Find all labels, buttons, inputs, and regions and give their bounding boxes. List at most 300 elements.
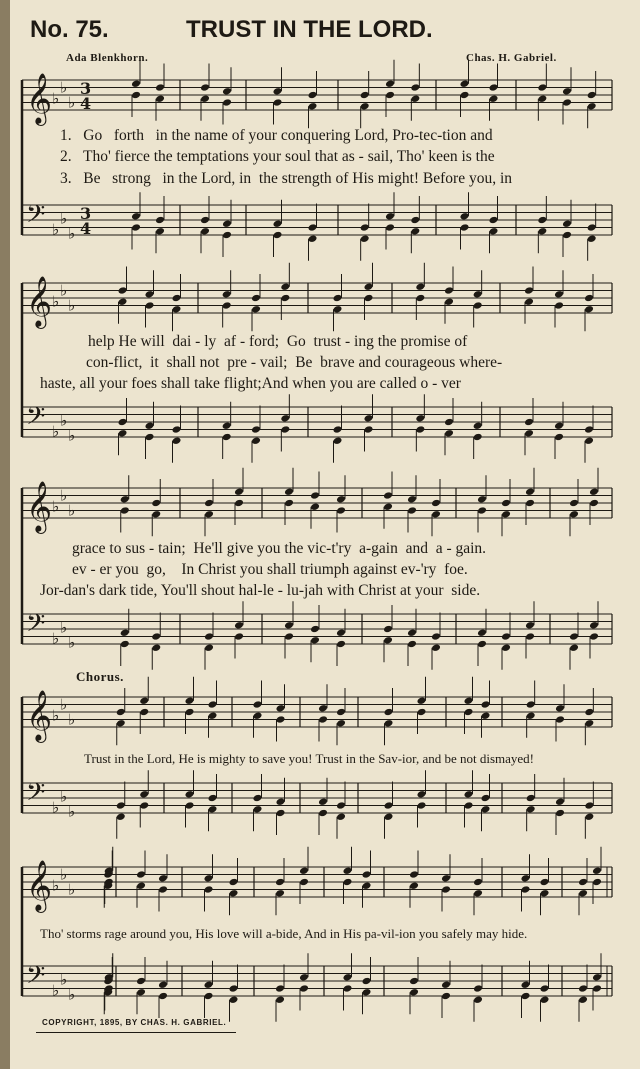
- note-head: [460, 223, 470, 232]
- note-head: [473, 984, 483, 993]
- note-head: [310, 502, 320, 511]
- flat-icon: ♭: [68, 501, 76, 520]
- flat-icon: ♭: [68, 93, 76, 112]
- note-head: [584, 436, 594, 445]
- note-head: [444, 429, 454, 438]
- note-head: [343, 866, 353, 875]
- flat-icon: ♭: [60, 78, 68, 97]
- note-head: [555, 809, 565, 818]
- note-head: [592, 878, 602, 887]
- note-head: [299, 866, 309, 875]
- note-head: [139, 801, 149, 810]
- copyright-notice: COPYRIGHT, 1895, BY CHAS. H. GABRIEL.: [42, 1018, 227, 1027]
- flat-icon: ♭: [68, 802, 76, 821]
- note-head: [136, 870, 146, 879]
- note-head: [464, 708, 474, 717]
- note-head: [569, 643, 579, 652]
- note-head: [275, 984, 285, 993]
- note-head: [501, 510, 511, 519]
- note-head: [410, 216, 420, 225]
- note-head: [489, 83, 499, 92]
- note-head: [473, 889, 483, 898]
- note-head: [584, 294, 594, 303]
- note-head: [473, 421, 483, 430]
- treble-clef-icon: 𝄞: [26, 481, 53, 532]
- note-head: [155, 83, 165, 92]
- flat-icon: ♭: [52, 497, 60, 516]
- note-head: [431, 499, 441, 508]
- note-head: [501, 632, 511, 641]
- flat-icon: ♭: [52, 292, 60, 311]
- note-head: [273, 219, 283, 228]
- bass-clef-icon: 𝄢: [26, 402, 46, 437]
- note-head: [273, 231, 283, 240]
- note-head: [222, 290, 232, 299]
- note-head: [444, 297, 454, 306]
- flat-icon: ♭: [68, 224, 76, 243]
- note-head: [417, 708, 427, 717]
- note-head: [409, 881, 419, 890]
- note-head: [280, 414, 290, 423]
- note-head: [336, 719, 346, 728]
- note-head: [251, 436, 261, 445]
- note-head: [554, 290, 564, 299]
- note-head: [222, 433, 232, 442]
- note-head: [360, 223, 370, 232]
- treble-clef-icon: 𝄞: [26, 73, 53, 124]
- flat-icon: ♭: [52, 981, 60, 1000]
- note-head: [587, 102, 597, 111]
- note-head: [185, 801, 195, 810]
- note-head: [501, 499, 511, 508]
- note-head: [318, 704, 328, 713]
- note-head: [275, 889, 285, 898]
- note-head: [158, 980, 168, 989]
- note-head: [151, 499, 161, 508]
- note-head: [362, 988, 372, 997]
- note-head: [589, 487, 599, 496]
- note-head: [343, 973, 353, 982]
- note-head: [383, 625, 393, 634]
- note-head: [584, 801, 594, 810]
- note-head: [464, 790, 474, 799]
- verse-1-line: 1. Go forth in the name of your conquering Lord, Pro-tec-tion and: [60, 127, 493, 144]
- time-signature: 3: [80, 204, 92, 223]
- note-head: [364, 414, 374, 423]
- flat-icon: ♭: [60, 787, 68, 806]
- note-head: [229, 995, 239, 1004]
- note-head: [562, 98, 572, 107]
- note-head: [460, 91, 470, 100]
- verse-2-line: ev - er you go, In Christ you shall triumph against ev-'ry foe.: [72, 561, 468, 578]
- note-head: [364, 282, 374, 291]
- note-head: [364, 294, 374, 303]
- note-head: [276, 715, 286, 724]
- note-head: [336, 628, 346, 637]
- time-signature: 4: [80, 219, 92, 238]
- note-head: [151, 643, 161, 652]
- note-head: [385, 79, 395, 88]
- note-head: [204, 499, 214, 508]
- note-head: [431, 510, 441, 519]
- flat-icon: ♭: [68, 985, 76, 1004]
- note-head: [284, 487, 294, 496]
- note-head: [460, 212, 470, 221]
- note-head: [333, 436, 343, 445]
- note-head: [407, 506, 417, 515]
- note-head: [131, 91, 141, 100]
- flat-icon: ♭: [68, 880, 76, 899]
- note-head: [275, 878, 285, 887]
- note-head: [229, 878, 239, 887]
- note-head: [554, 433, 564, 442]
- note-head: [118, 297, 128, 306]
- note-head: [185, 790, 195, 799]
- note-head: [526, 700, 536, 709]
- note-head: [280, 294, 290, 303]
- note-head: [360, 91, 370, 100]
- note-head: [280, 282, 290, 291]
- note-head: [234, 499, 244, 508]
- note-head: [136, 881, 146, 890]
- note-head: [145, 301, 155, 310]
- note-head: [473, 995, 483, 1004]
- note-head: [131, 79, 141, 88]
- note-head: [441, 874, 451, 883]
- note-head: [525, 632, 535, 641]
- note-head: [578, 889, 588, 898]
- note-head: [569, 632, 579, 641]
- note-head: [409, 988, 419, 997]
- note-head: [415, 282, 425, 291]
- note-head: [308, 223, 318, 232]
- note-head: [131, 223, 141, 232]
- note-head: [208, 794, 218, 803]
- note-head: [284, 632, 294, 641]
- note-head: [385, 212, 395, 221]
- note-head: [477, 640, 487, 649]
- note-head: [385, 91, 395, 100]
- note-head: [589, 621, 599, 630]
- note-head: [554, 421, 564, 430]
- note-head: [562, 87, 572, 96]
- note-head: [525, 499, 535, 508]
- note-head: [310, 625, 320, 634]
- note-head: [385, 223, 395, 232]
- bass-clef-icon: 𝄢: [26, 609, 46, 644]
- note-head: [336, 506, 346, 515]
- flat-icon: ♭: [60, 281, 68, 300]
- note-head: [521, 885, 531, 894]
- chorus-lyric-line: Tho' storms rage around you, His love will a-bide, And in His pa-vil-ion you safely may hide.: [40, 926, 528, 941]
- chorus-label: Chorus.: [76, 669, 124, 684]
- note-head: [540, 995, 550, 1004]
- note-head: [318, 809, 328, 818]
- note-head: [222, 219, 232, 228]
- treble-clef-icon: 𝄞: [26, 690, 53, 741]
- note-head: [417, 696, 427, 705]
- note-head: [540, 878, 550, 887]
- note-head: [360, 234, 370, 243]
- verse-1-line: help He will dai - ly af - ford; Go trust - ing the promise of: [88, 333, 468, 350]
- note-head: [360, 102, 370, 111]
- note-head: [410, 83, 420, 92]
- note-head: [537, 227, 547, 236]
- note-head: [299, 984, 309, 993]
- verse-3-line: 3. Be strong in the Lord, in the strength of His might! Before you, in: [60, 170, 513, 187]
- time-signature: 3: [80, 79, 92, 98]
- note-head: [120, 628, 130, 637]
- note-head: [234, 487, 244, 496]
- flat-icon: ♭: [60, 618, 68, 637]
- note-head: [481, 711, 491, 720]
- note-head: [151, 632, 161, 641]
- note-head: [158, 885, 168, 894]
- note-head: [308, 102, 318, 111]
- note-head: [185, 696, 195, 705]
- note-head: [481, 794, 491, 803]
- note-head: [253, 794, 263, 803]
- composer-credit: Chas. H. Gabriel.: [466, 52, 557, 64]
- note-head: [587, 91, 597, 100]
- note-head: [155, 216, 165, 225]
- note-head: [308, 91, 318, 100]
- note-head: [276, 797, 286, 806]
- note-head: [308, 234, 318, 243]
- verse-3-line: Jor-dan's dark tide, You'll shout hal-le - lu-jah with Christ at your side.: [40, 582, 481, 599]
- note-head: [592, 866, 602, 875]
- note-head: [464, 696, 474, 705]
- time-signature: 4: [80, 94, 92, 113]
- note-head: [222, 87, 232, 96]
- note-head: [464, 801, 474, 810]
- note-head: [362, 870, 372, 879]
- note-head: [310, 491, 320, 500]
- note-head: [540, 889, 550, 898]
- note-head: [415, 425, 425, 434]
- note-head: [364, 425, 374, 434]
- note-head: [473, 433, 483, 442]
- lyricist-credit: Ada Blenkhorn.: [66, 52, 149, 64]
- note-head: [336, 801, 346, 810]
- note-head: [477, 628, 487, 637]
- note-head: [336, 640, 346, 649]
- note-head: [524, 297, 534, 306]
- note-head: [521, 874, 531, 883]
- note-head: [253, 805, 263, 814]
- note-head: [222, 231, 232, 240]
- flat-icon: ♭: [52, 706, 60, 725]
- note-head: [410, 94, 420, 103]
- note-head: [333, 294, 343, 303]
- note-head: [145, 433, 155, 442]
- note-head: [131, 212, 141, 221]
- note-head: [477, 495, 487, 504]
- note-head: [343, 984, 353, 993]
- flat-icon: ♭: [60, 486, 68, 505]
- note-head: [275, 995, 285, 1004]
- note-head: [562, 219, 572, 228]
- note-head: [251, 294, 261, 303]
- flat-icon: ♭: [68, 710, 76, 729]
- hymn-number: No. 75.: [30, 16, 109, 43]
- footer-rule: [36, 1032, 236, 1033]
- note-head: [343, 878, 353, 887]
- note-head: [204, 510, 214, 519]
- note-head: [584, 425, 594, 434]
- note-head: [172, 425, 182, 434]
- note-head: [172, 436, 182, 445]
- bass-clef-icon: 𝄢: [26, 961, 46, 996]
- note-head: [417, 790, 427, 799]
- note-head: [299, 973, 309, 982]
- note-head: [136, 977, 146, 986]
- flat-icon: ♭: [52, 798, 60, 817]
- note-head: [120, 495, 130, 504]
- note-head: [145, 421, 155, 430]
- note-head: [431, 643, 441, 652]
- note-head: [525, 621, 535, 630]
- note-head: [525, 487, 535, 496]
- note-head: [521, 992, 531, 1001]
- flat-icon: ♭: [68, 426, 76, 445]
- note-head: [151, 510, 161, 519]
- note-head: [537, 83, 547, 92]
- note-head: [185, 708, 195, 717]
- note-head: [155, 94, 165, 103]
- note-head: [120, 506, 130, 515]
- note-head: [569, 499, 579, 508]
- note-head: [410, 227, 420, 236]
- note-head: [172, 305, 182, 314]
- treble-clef-icon: 𝄞: [26, 860, 53, 911]
- note-head: [276, 809, 286, 818]
- flat-icon: ♭: [52, 629, 60, 648]
- verse-2-line: 2. Tho' fierce the temptations your soul that as - sail, Tho' keen is the: [60, 148, 495, 165]
- note-head: [537, 94, 547, 103]
- note-head: [204, 885, 214, 894]
- note-head: [501, 643, 511, 652]
- note-head: [200, 216, 210, 225]
- note-head: [409, 977, 419, 986]
- note-head: [284, 499, 294, 508]
- note-head: [120, 640, 130, 649]
- note-head: [234, 621, 244, 630]
- note-head: [417, 801, 427, 810]
- note-head: [200, 83, 210, 92]
- note-head: [460, 79, 470, 88]
- note-head: [222, 421, 232, 430]
- note-head: [383, 502, 393, 511]
- note-head: [584, 708, 594, 717]
- note-head: [537, 216, 547, 225]
- note-head: [299, 878, 309, 887]
- note-head: [234, 632, 244, 641]
- note-head: [431, 632, 441, 641]
- note-head: [139, 696, 149, 705]
- note-head: [578, 878, 588, 887]
- note-head: [204, 632, 214, 641]
- note-head: [407, 628, 417, 637]
- note-head: [584, 305, 594, 314]
- note-head: [158, 874, 168, 883]
- note-head: [384, 719, 394, 728]
- note-head: [362, 977, 372, 986]
- note-head: [273, 87, 283, 96]
- note-head: [489, 216, 499, 225]
- note-head: [473, 878, 483, 887]
- note-head: [578, 984, 588, 993]
- note-head: [229, 889, 239, 898]
- note-head: [172, 294, 182, 303]
- note-head: [526, 794, 536, 803]
- note-head: [336, 495, 346, 504]
- note-head: [204, 980, 214, 989]
- note-head: [336, 812, 346, 821]
- note-head: [276, 704, 286, 713]
- note-head: [229, 984, 239, 993]
- note-head: [441, 992, 451, 1001]
- note-head: [200, 94, 210, 103]
- note-head: [415, 294, 425, 303]
- flat-icon: ♭: [68, 296, 76, 315]
- note-head: [562, 231, 572, 240]
- note-head: [333, 305, 343, 314]
- chorus-lyric-line: Trust in the Lord, He is mighty to save you! Trust in the Sav-ior, and be not dismayed!: [84, 751, 534, 766]
- note-head: [441, 885, 451, 894]
- note-head: [208, 805, 218, 814]
- note-head: [208, 711, 218, 720]
- note-head: [415, 414, 425, 423]
- flat-icon: ♭: [60, 209, 68, 228]
- flat-icon: ♭: [52, 876, 60, 895]
- note-head: [139, 790, 149, 799]
- bass-clef-icon: 𝄢: [26, 200, 46, 235]
- note-head: [139, 708, 149, 717]
- note-head: [155, 227, 165, 236]
- note-head: [569, 510, 579, 519]
- treble-clef-icon: 𝄞: [26, 276, 53, 327]
- note-head: [253, 700, 263, 709]
- note-head: [280, 425, 290, 434]
- note-head: [587, 234, 597, 243]
- note-head: [444, 286, 454, 295]
- note-head: [524, 286, 534, 295]
- note-head: [555, 704, 565, 713]
- note-head: [477, 506, 487, 515]
- note-head: [383, 636, 393, 645]
- note-head: [222, 301, 232, 310]
- note-head: [336, 708, 346, 717]
- note-head: [204, 874, 214, 883]
- note-head: [222, 98, 232, 107]
- note-head: [383, 491, 393, 500]
- note-head: [204, 643, 214, 652]
- note-head: [526, 711, 536, 720]
- note-head: [251, 305, 261, 314]
- note-head: [116, 801, 126, 810]
- note-head: [587, 223, 597, 232]
- note-head: [407, 640, 417, 649]
- note-head: [118, 418, 128, 427]
- note-head: [136, 988, 146, 997]
- note-head: [473, 301, 483, 310]
- note-head: [592, 973, 602, 982]
- note-head: [555, 797, 565, 806]
- flat-icon: ♭: [52, 422, 60, 441]
- flat-icon: ♭: [52, 89, 60, 108]
- note-head: [526, 805, 536, 814]
